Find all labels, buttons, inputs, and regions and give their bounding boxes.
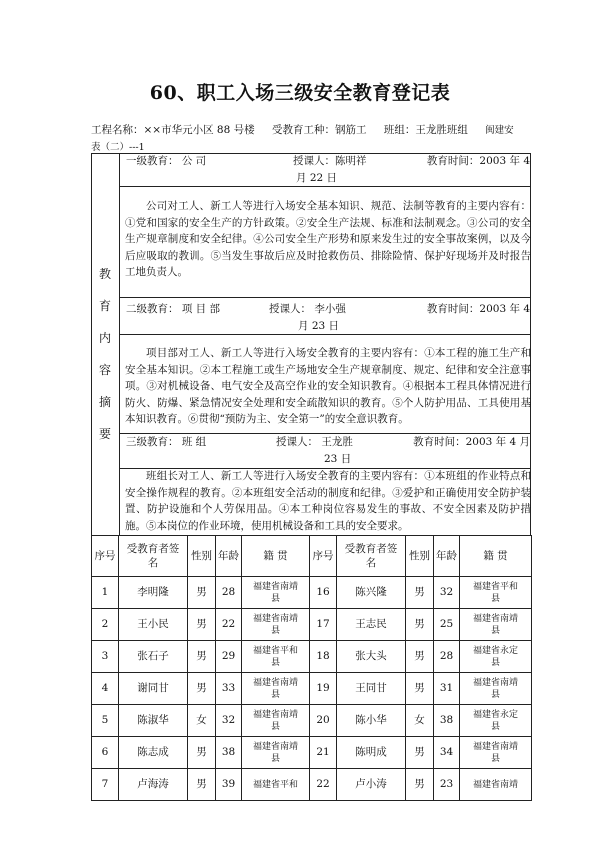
cell-age: 38 xyxy=(434,705,460,737)
cell-origin: 福建省平和 xyxy=(242,769,310,801)
cell-age: 28 xyxy=(434,641,460,673)
cell-gender: 男 xyxy=(188,609,216,641)
cell-origin: 福建省永定 县 xyxy=(460,641,532,673)
col-name: 受教育者签 名 xyxy=(119,536,188,577)
col-origin: 籍 贯 xyxy=(460,536,532,577)
cell-name: 卢海涛 xyxy=(119,769,188,801)
page-title: 60、职工入场三级安全教育登记表 xyxy=(149,82,451,104)
cell-name: 王小民 xyxy=(119,609,188,641)
side-char: 摘 xyxy=(98,395,111,409)
table-header-row xyxy=(92,536,532,577)
cell-gender: 男 xyxy=(406,609,434,641)
cell-gender: 男 xyxy=(188,737,216,769)
table-row xyxy=(92,769,532,801)
cell-origin: 福建省南靖 县 xyxy=(242,577,310,609)
cell-no: 3 xyxy=(92,641,119,673)
cell-age: 33 xyxy=(216,673,242,705)
cell-name: 王志民 xyxy=(337,609,406,641)
cell-origin: 福建省南靖 县 xyxy=(460,673,532,705)
form-code-a: 闽建安 xyxy=(485,125,514,136)
cell-age: 23 xyxy=(434,769,460,801)
cell-age: 28 xyxy=(216,577,242,609)
cell-no: 18 xyxy=(310,641,337,673)
level-3-header xyxy=(126,434,530,468)
table-row xyxy=(92,737,532,769)
col-name: 受教育者签 名 xyxy=(337,536,406,577)
form-code-b: 表（二）---1 xyxy=(91,142,145,153)
level-name: 三级教育： 班 组 xyxy=(126,436,207,448)
cell-gender: 男 xyxy=(406,737,434,769)
cell-no: 17 xyxy=(310,609,337,641)
cell-gender: 男 xyxy=(406,769,434,801)
cell-no: 2 xyxy=(92,609,119,641)
cell-age: 25 xyxy=(434,609,460,641)
cell-origin: 福建省南靖 xyxy=(460,769,532,801)
education-date-cont: 月 22 日 xyxy=(296,172,338,184)
cell-name: 卢小涛 xyxy=(337,769,406,801)
cell-no: 6 xyxy=(92,737,119,769)
cell-no: 5 xyxy=(92,705,119,737)
side-char: 容 xyxy=(98,363,111,377)
side-divider xyxy=(119,153,120,536)
cell-no: 21 xyxy=(310,737,337,769)
side-char: 育 xyxy=(98,299,111,313)
side-char: 要 xyxy=(98,427,111,441)
cell-age: 32 xyxy=(216,705,242,737)
cell-no: 20 xyxy=(310,705,337,737)
cell-age: 22 xyxy=(216,609,242,641)
table-row xyxy=(92,641,532,673)
form-meta xyxy=(91,122,531,156)
cell-origin: 福建省南靖 县 xyxy=(242,705,310,737)
level-3-content: 班组长对工人、新工人等进行入场安全教育的主要内容有：①本班组的作业特点和安全操作规程的教育。②本班组安全活动的制度和纪律。③爱护和正确使用安全防护装置、防护设施和个人劳保用品。④本工种岗位容易发生的事故、不安全因素及防护措施。⑤本岗位的作业环境，使用机械设备和工具的安全要求。 xyxy=(125,470,531,532)
col-no: 序号 xyxy=(92,536,119,577)
col-gender: 性别 xyxy=(406,536,434,577)
cell-name: 陈明成 xyxy=(337,737,406,769)
cell-age: 39 xyxy=(216,769,242,801)
education-date: 教育时间：2003 年 4 xyxy=(426,155,530,167)
cell-origin: 福建省平和 县 xyxy=(242,641,310,673)
cell-gender: 男 xyxy=(406,577,434,609)
education-date: 教育时间：2003 年 4 xyxy=(426,303,530,315)
level-2-header xyxy=(126,301,530,335)
cell-age: 29 xyxy=(216,641,242,673)
cell-origin: 福建省南靖 县 xyxy=(460,737,532,769)
cell-no: 22 xyxy=(310,769,337,801)
team-name: 班组：王龙胜班组 xyxy=(383,124,468,136)
cell-age: 38 xyxy=(216,737,242,769)
cell-origin: 福建省南靖 县 xyxy=(460,609,532,641)
cell-no: 7 xyxy=(92,769,119,801)
level-name: 一级教育： 公 司 xyxy=(126,155,207,167)
cell-gender: 男 xyxy=(406,673,434,705)
cell-gender: 女 xyxy=(188,705,216,737)
cell-gender: 男 xyxy=(406,641,434,673)
side-char: 内 xyxy=(98,331,111,345)
level-1-content: 公司对工人、新工人等进行入场安全基本知识、规范、法制等教育的主要内容有：①党和国家的安全生产的方针政策。②安全生产法规、标准和法制观念。③公司的安全生产规章制度和安全纪律。④公司安全生产形势和原来发生过的安全事故案例，以及今后应吸取的教训。⑤当发生事故后应及时抢救伤员、排除险情、保护好现场并及时报告工地负责人。 xyxy=(125,200,531,278)
education-date-cont: 月 23 日 xyxy=(298,320,340,332)
table-row xyxy=(92,673,532,705)
cell-name: 谢同甘 xyxy=(119,673,188,705)
cell-gender: 男 xyxy=(188,769,216,801)
cell-origin: 福建省南靖 县 xyxy=(242,737,310,769)
level-1-header xyxy=(126,153,530,187)
cell-gender: 女 xyxy=(406,705,434,737)
trade-name: 受教育工种：钢筋工 xyxy=(271,124,367,136)
cell-name: 陈志成 xyxy=(119,737,188,769)
table-row xyxy=(92,609,532,641)
col-age: 年龄 xyxy=(434,536,460,577)
side-char: 教 xyxy=(98,267,111,281)
side-label xyxy=(91,258,119,450)
education-date-cont: 23 日 xyxy=(324,453,352,465)
cell-name: 陈兴隆 xyxy=(337,577,406,609)
teacher: 授课人： 王龙胜 xyxy=(276,436,353,448)
cell-name: 王同甘 xyxy=(337,673,406,705)
cell-origin: 福建省永定 县 xyxy=(460,705,532,737)
cell-no: 4 xyxy=(92,673,119,705)
teacher: 授课人：陈明祥 xyxy=(293,155,367,167)
education-date: 教育时间：2003 年 4 月 xyxy=(413,436,530,448)
cell-gender: 男 xyxy=(188,577,216,609)
divider-l2-top xyxy=(119,297,531,298)
level-2-content: 项目部对工人、新工人等进行入场安全教育的主要内容有：①本工程的施工生产和安全基本知识。②本工程施工或生产场地安全生产规章制度、规定、纪律和安全注意事项。③对机械设备、电气安全及高空作业的安全知识教育。④根据本工程具体情况进行防火、防爆、紧急情况安全处理和安全疏散知识的教育。⑤个人防护用品、工具使用基本知识教育。⑥贯彻“预防为主、安全第一”的安全意识教育。 xyxy=(125,347,531,425)
cell-origin: 福建省平和 县 xyxy=(460,577,532,609)
col-gender: 性别 xyxy=(188,536,216,577)
cell-no: 1 xyxy=(92,577,119,609)
col-no: 序号 xyxy=(310,536,337,577)
cell-age: 32 xyxy=(434,577,460,609)
cell-name: 李明隆 xyxy=(119,577,188,609)
cell-no: 19 xyxy=(310,673,337,705)
table-row xyxy=(92,577,532,609)
cell-age: 34 xyxy=(434,737,460,769)
trainee-table xyxy=(91,535,532,801)
cell-name: 张大头 xyxy=(337,641,406,673)
table-row xyxy=(92,705,532,737)
teacher: 授课人： 李小强 xyxy=(269,303,346,315)
cell-gender: 男 xyxy=(188,641,216,673)
level-name: 二级教育： 项 目 部 xyxy=(126,303,221,315)
cell-no: 16 xyxy=(310,577,337,609)
cell-name: 陈小华 xyxy=(337,705,406,737)
col-origin: 籍 贯 xyxy=(242,536,310,577)
cell-name: 陈淑华 xyxy=(119,705,188,737)
cell-origin: 福建省南靖 县 xyxy=(242,673,310,705)
cell-origin: 福建省南靖 县 xyxy=(242,609,310,641)
col-age: 年龄 xyxy=(216,536,242,577)
cell-gender: 男 xyxy=(188,673,216,705)
project-name: 工程名称：××市华元小区 88 号楼 xyxy=(91,124,255,136)
cell-name: 张石子 xyxy=(119,641,188,673)
cell-age: 31 xyxy=(434,673,460,705)
